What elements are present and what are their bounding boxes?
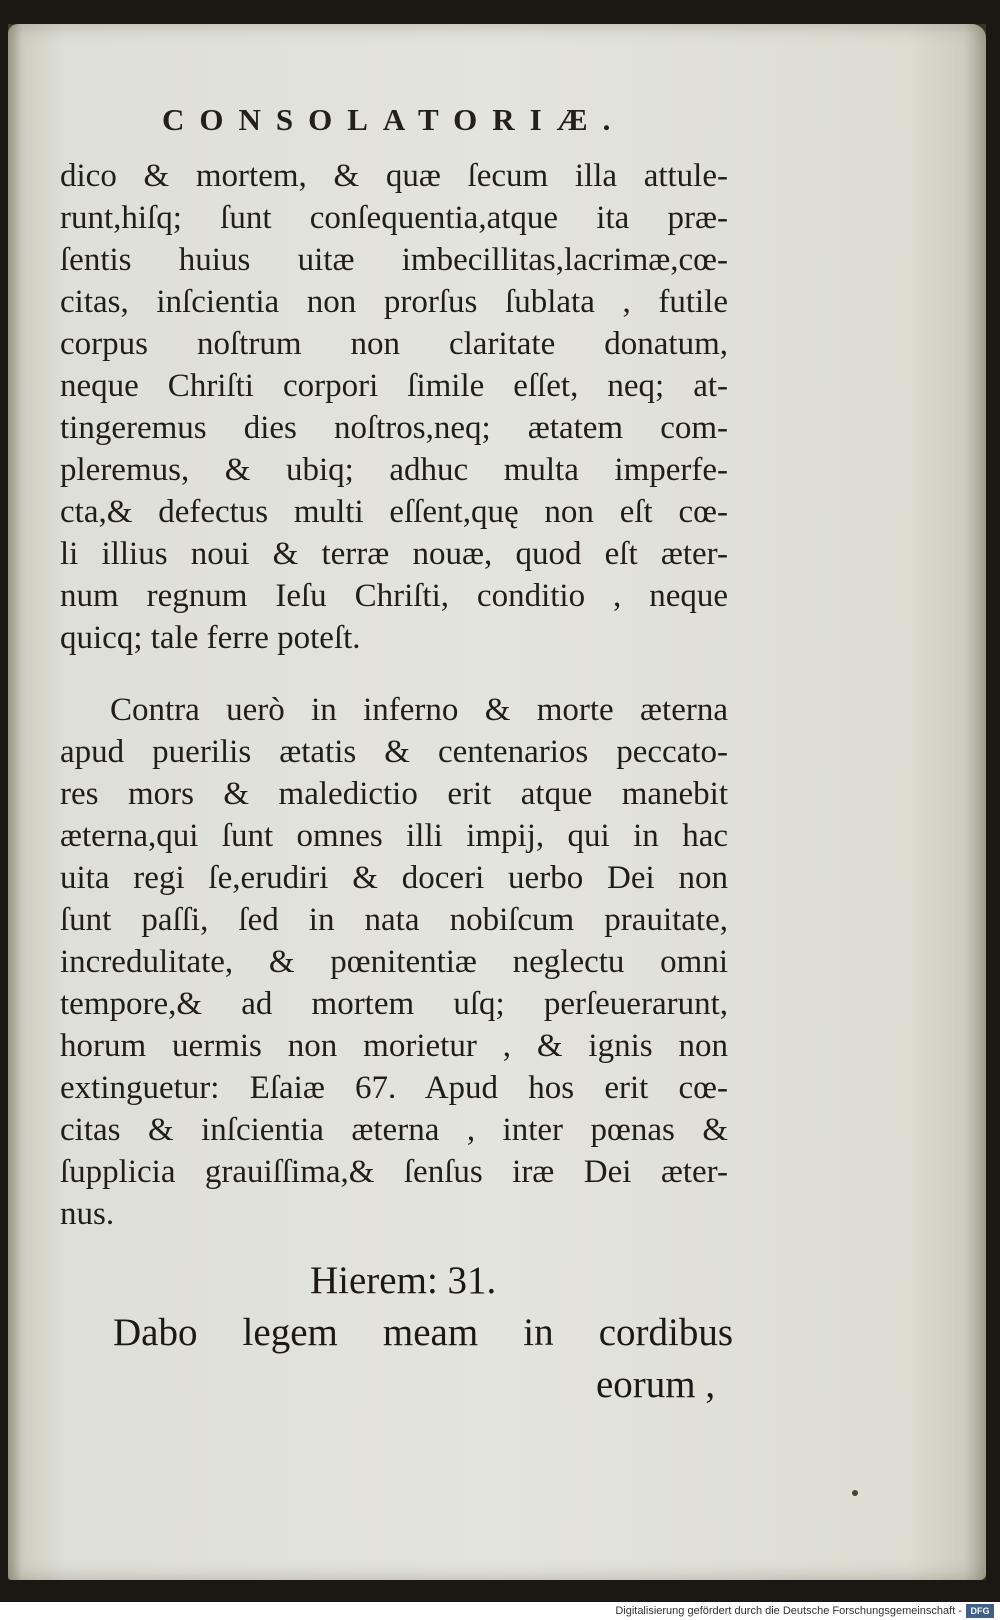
text-line: citas & inſcientia æterna , inter pœnas &	[60, 1112, 728, 1148]
running-head: CONSOLATORIÆ.	[162, 102, 626, 137]
text-line: corpus noſtrum non claritate donatum,	[60, 326, 728, 362]
ink-speck	[852, 1490, 858, 1496]
citation-heading: Hierem: 31.	[310, 1259, 497, 1302]
text-line: dico & mortem, & quæ ſecum illa attule-	[60, 158, 728, 194]
text-line: nus.	[60, 1196, 115, 1232]
page-edge-shadow	[964, 24, 986, 1580]
text-line: apud puerilis ætatis & centenarios peccato-	[60, 734, 728, 770]
text-line: li illius noui & terræ nouæ, quod eſt æter-	[60, 536, 728, 572]
text-line: uita regi ſe,erudiri & doceri uerbo Dei non	[60, 860, 728, 896]
text-line: tempore,& ad mortem uſq; perſeuerarunt,	[60, 986, 728, 1022]
text-line: ſunt paſſi, ſed in nata nobiſcum prauitate,	[60, 902, 728, 938]
text-line: tingeremus dies noſtros,neq; ætatem com-	[60, 410, 728, 446]
catchword: eorum ,	[596, 1363, 716, 1406]
text-line: neque Chriſti corpori ſimile eſſet, neq; at-	[60, 368, 728, 404]
dfg-logo: DFG	[966, 1604, 994, 1618]
text-line: æterna,qui ſunt omnes illi impij, qui in hac	[60, 818, 728, 854]
text-line: Contra uerò in inferno & morte æterna	[110, 692, 728, 728]
text-line: horum uermis non morietur , & ignis non	[60, 1028, 728, 1064]
text-line: ſentis huius uitæ imbecillitas,lacrimæ,cœ-	[60, 242, 728, 278]
text-line: cta,& defectus multi eſſent,quę non eſt cœ-	[60, 494, 728, 530]
text-line: runt,hiſq; ſunt conſequentia,atque ita præ-	[60, 200, 728, 236]
text-line: quicq; tale ferre poteſt.	[60, 620, 361, 656]
text-line: res mors & maledictio erit atque manebit	[60, 776, 728, 812]
text-line: num regnum Ieſu Chriſti, conditio , neque	[60, 578, 728, 614]
paragraph-gap	[60, 659, 728, 689]
digitization-footer	[0, 1602, 1000, 1620]
quote-line: Dabo legem meam in cordibus	[113, 1311, 733, 1354]
binding-shadow	[8, 24, 22, 1580]
body-text	[60, 155, 728, 1235]
text-line: ſupplicia grauiſſima,& ſenſus iræ Dei æter-	[60, 1154, 728, 1190]
funding-credit: Digitalisierung gefördert durch die Deutsche Forschungsgemeinschaft -	[615, 1605, 962, 1617]
text-line: citas, inſcientia non prorſus ſublata , futile	[60, 284, 728, 320]
text-line: extinguetur: Eſaiæ 67. Apud hos erit cœ-	[60, 1070, 728, 1106]
text-line: pleremus, & ubiq; adhuc multa imperfe-	[60, 452, 728, 488]
text-line: incredulitate, & pœnitentiæ neglectu omni	[60, 944, 728, 980]
